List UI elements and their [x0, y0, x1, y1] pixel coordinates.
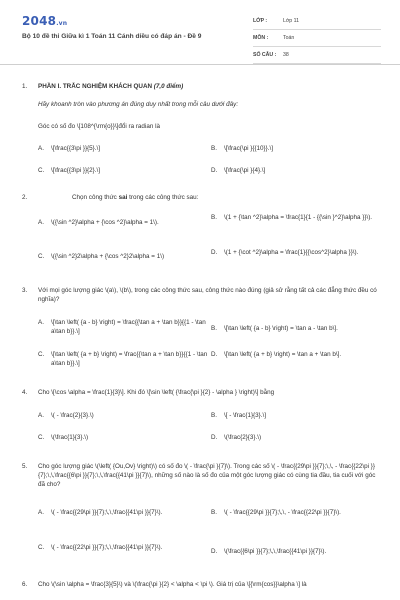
section-heading	[38, 82, 383, 91]
option-label: A.	[38, 509, 44, 516]
answer-option-d[interactable]	[211, 166, 381, 175]
meta-row-class	[253, 13, 381, 30]
answer-option-d[interactable]	[211, 350, 385, 359]
option-text: \[\frac{{3\pi }}{5}.\]	[51, 145, 101, 152]
question-number: 5.	[22, 463, 28, 470]
meta-key: SỐ CÂU :	[253, 52, 277, 58]
option-text: \( - \frac{{22\pi }}{7};\,\,\frac{{41\pi }}{7}\).	[51, 544, 163, 551]
section-instruction: Hãy khoanh tròn vào phương án đúng duy nhất trong mỗi câu dưới đây:	[38, 101, 239, 108]
header-divider	[0, 64, 400, 65]
option-label: A.	[38, 319, 44, 326]
option-text: \[\tan \left( {a + b} \right) = \frac{{\tan a + \tan b}}{{1 - \tan a\tan b}}.\]	[51, 351, 208, 367]
question-number: 4.	[22, 389, 28, 396]
option-label: B.	[211, 145, 217, 152]
option-label: D.	[211, 434, 218, 441]
stem-text: trong các công thức sau:	[127, 194, 199, 201]
option-label: C.	[38, 434, 45, 441]
answer-option-c[interactable]	[38, 350, 208, 368]
answer-option-a[interactable]	[38, 218, 208, 227]
site-logo[interactable]	[22, 14, 67, 28]
question-stem: Cho góc lượng giác \(\left( {Ou,Ov} \right)\) có số đo \( - \frac{\pi }{7}\). Trong các số \( - \frac{{29\pi }}{7};\,\, - \frac{{22\pi }}{7};\,\,\frac{{6\pi }}{7};\,\,\frac{{41\pi }}{7}\), những số nào là số đo của một góc lượng giác có cùng tia đầu, tia cuối với góc đã cho?	[38, 463, 376, 488]
answer-option-b[interactable]	[211, 411, 381, 420]
option-label: C.	[38, 167, 45, 174]
answer-option-c[interactable]	[38, 166, 198, 175]
meta-value: Toán	[283, 35, 295, 41]
meta-value: Lớp 11	[283, 18, 299, 24]
option-text: \[\frac{\pi }{{10}}.\]	[224, 145, 274, 152]
answer-option-c[interactable]	[38, 433, 198, 442]
option-text: \({\sin ^2}\alpha + {\cos ^2}\alpha = 1\).	[51, 219, 159, 226]
option-label: A.	[38, 412, 44, 419]
answer-option-a[interactable]	[38, 144, 198, 153]
question-stem: Cho \(\sin \alpha = \frac{3}{5}\) và \(\frac{\pi }{2} < \alpha < \pi \). Giá trị của \[{\rm{cos}}\alpha \] là	[38, 581, 307, 588]
option-text: \({\sin ^2}2\alpha + {\cos ^2}2\alpha = 1\)	[51, 253, 165, 260]
answer-option-b[interactable]	[211, 213, 385, 222]
exam-meta-table	[253, 13, 381, 64]
option-text: \( - \frac{2}{3}.\)	[51, 412, 94, 419]
question-stem: Góc có số đo \[108^{\rm{o}}\]đổi ra radian là	[38, 123, 160, 130]
option-text: \( - \frac{{29\pi }}{7};\,\,\frac{{41\pi }}{7}\).	[51, 509, 163, 516]
option-label: A.	[38, 219, 44, 226]
answer-option-c[interactable]	[38, 252, 213, 261]
option-text: \[ - \frac{1}{3}.\]	[224, 412, 267, 419]
answer-option-b[interactable]	[211, 144, 381, 153]
question-stem: Cho \[\cos \alpha = \frac{1}{3}\]. Khi đó \[\sin \left( {\frac{\pi }{2} - \alpha } \right)\] bằng	[38, 389, 275, 396]
meta-row-subject	[253, 30, 381, 47]
stem-emphasis: sai	[118, 194, 128, 201]
answer-option-a[interactable]	[38, 411, 198, 420]
option-label: B.	[211, 214, 217, 221]
option-label: D.	[211, 249, 218, 256]
option-text: \[\frac{\pi }{4}.\]	[224, 167, 266, 174]
answer-option-a[interactable]	[38, 508, 198, 517]
question-number: 2.	[22, 194, 28, 201]
option-text: \(1 + {\tan ^2}\alpha = \frac{1}{1 - {{\sin }^2}\alpha }}\).	[224, 214, 373, 221]
option-label: B.	[211, 412, 217, 419]
option-label: B.	[211, 509, 217, 516]
answer-option-d[interactable]	[211, 248, 385, 257]
answer-option-b[interactable]	[211, 508, 385, 517]
option-text: \[\frac{{3\pi }}{2}.\]	[51, 167, 101, 174]
option-text: \[\tan \left( {a - b} \right) = \frac{{\tan a + \tan b}}{{1 - \tan a\tan b}}.\]	[51, 319, 206, 335]
option-label: D.	[211, 167, 218, 174]
stem-text: Chọn công thức	[72, 194, 119, 201]
meta-value: 38	[283, 52, 289, 58]
option-label: A.	[38, 145, 44, 152]
question-stem: Với mọi góc lượng giác \(a\), \(b\), trong các công thức sau, công thức nào đúng (giả sử rằng tất cả các đẳng thức đều có nghĩa)?	[38, 287, 377, 303]
brand-suffix: .vn	[56, 20, 68, 27]
brand-name: 2048	[22, 14, 57, 28]
option-text: \(\frac{1}{3}.\)	[51, 434, 89, 441]
option-text: \[\tan \left( {a + b} \right) = \tan a + \tan b\].	[224, 351, 342, 358]
option-label: C.	[38, 351, 45, 358]
answer-option-d[interactable]	[211, 547, 385, 556]
answer-option-b[interactable]	[211, 324, 385, 333]
option-label: C.	[38, 253, 45, 260]
option-text: \( - \frac{{29\pi }}{7};\,\, - \frac{{22\pi }}{7}\).	[224, 509, 341, 516]
option-label: C.	[38, 544, 45, 551]
question-number: 3.	[22, 287, 28, 294]
document-title: Bộ 10 đề thi Giữa kì 1 Toán 11 Cánh diều có đáp án - Đề 9	[22, 33, 202, 40]
option-label: D.	[211, 351, 218, 358]
section-title: PHẦN I. TRẮC NGHIỆM KHÁCH QUAN	[38, 83, 153, 90]
meta-row-question-count	[253, 47, 381, 64]
question-number: 6.	[22, 581, 28, 588]
question-stem	[72, 193, 382, 202]
meta-key: LỚP :	[253, 18, 268, 24]
option-label: B.	[211, 325, 217, 332]
option-text: \[\tan \left( {a - b} \right) = \tan a - \tan b\].	[224, 325, 338, 332]
option-text: \(1 + {\cot ^2}\alpha = \frac{1}{{\cos^2}\alpha }}\).	[224, 249, 359, 256]
answer-option-a[interactable]	[38, 318, 208, 336]
option-text: \(\frac{2}{3}.\)	[224, 434, 262, 441]
answer-option-d[interactable]	[211, 433, 381, 442]
option-label: D.	[211, 548, 218, 555]
question-number: 1.	[22, 83, 28, 90]
section-points: (7,0 điểm)	[153, 83, 184, 90]
meta-key: MÔN :	[253, 35, 269, 41]
answer-option-c[interactable]	[38, 543, 198, 552]
option-text: \(\frac{{6\pi }}{7};\,\,\frac{{41\pi }}{7}\).	[224, 548, 327, 555]
